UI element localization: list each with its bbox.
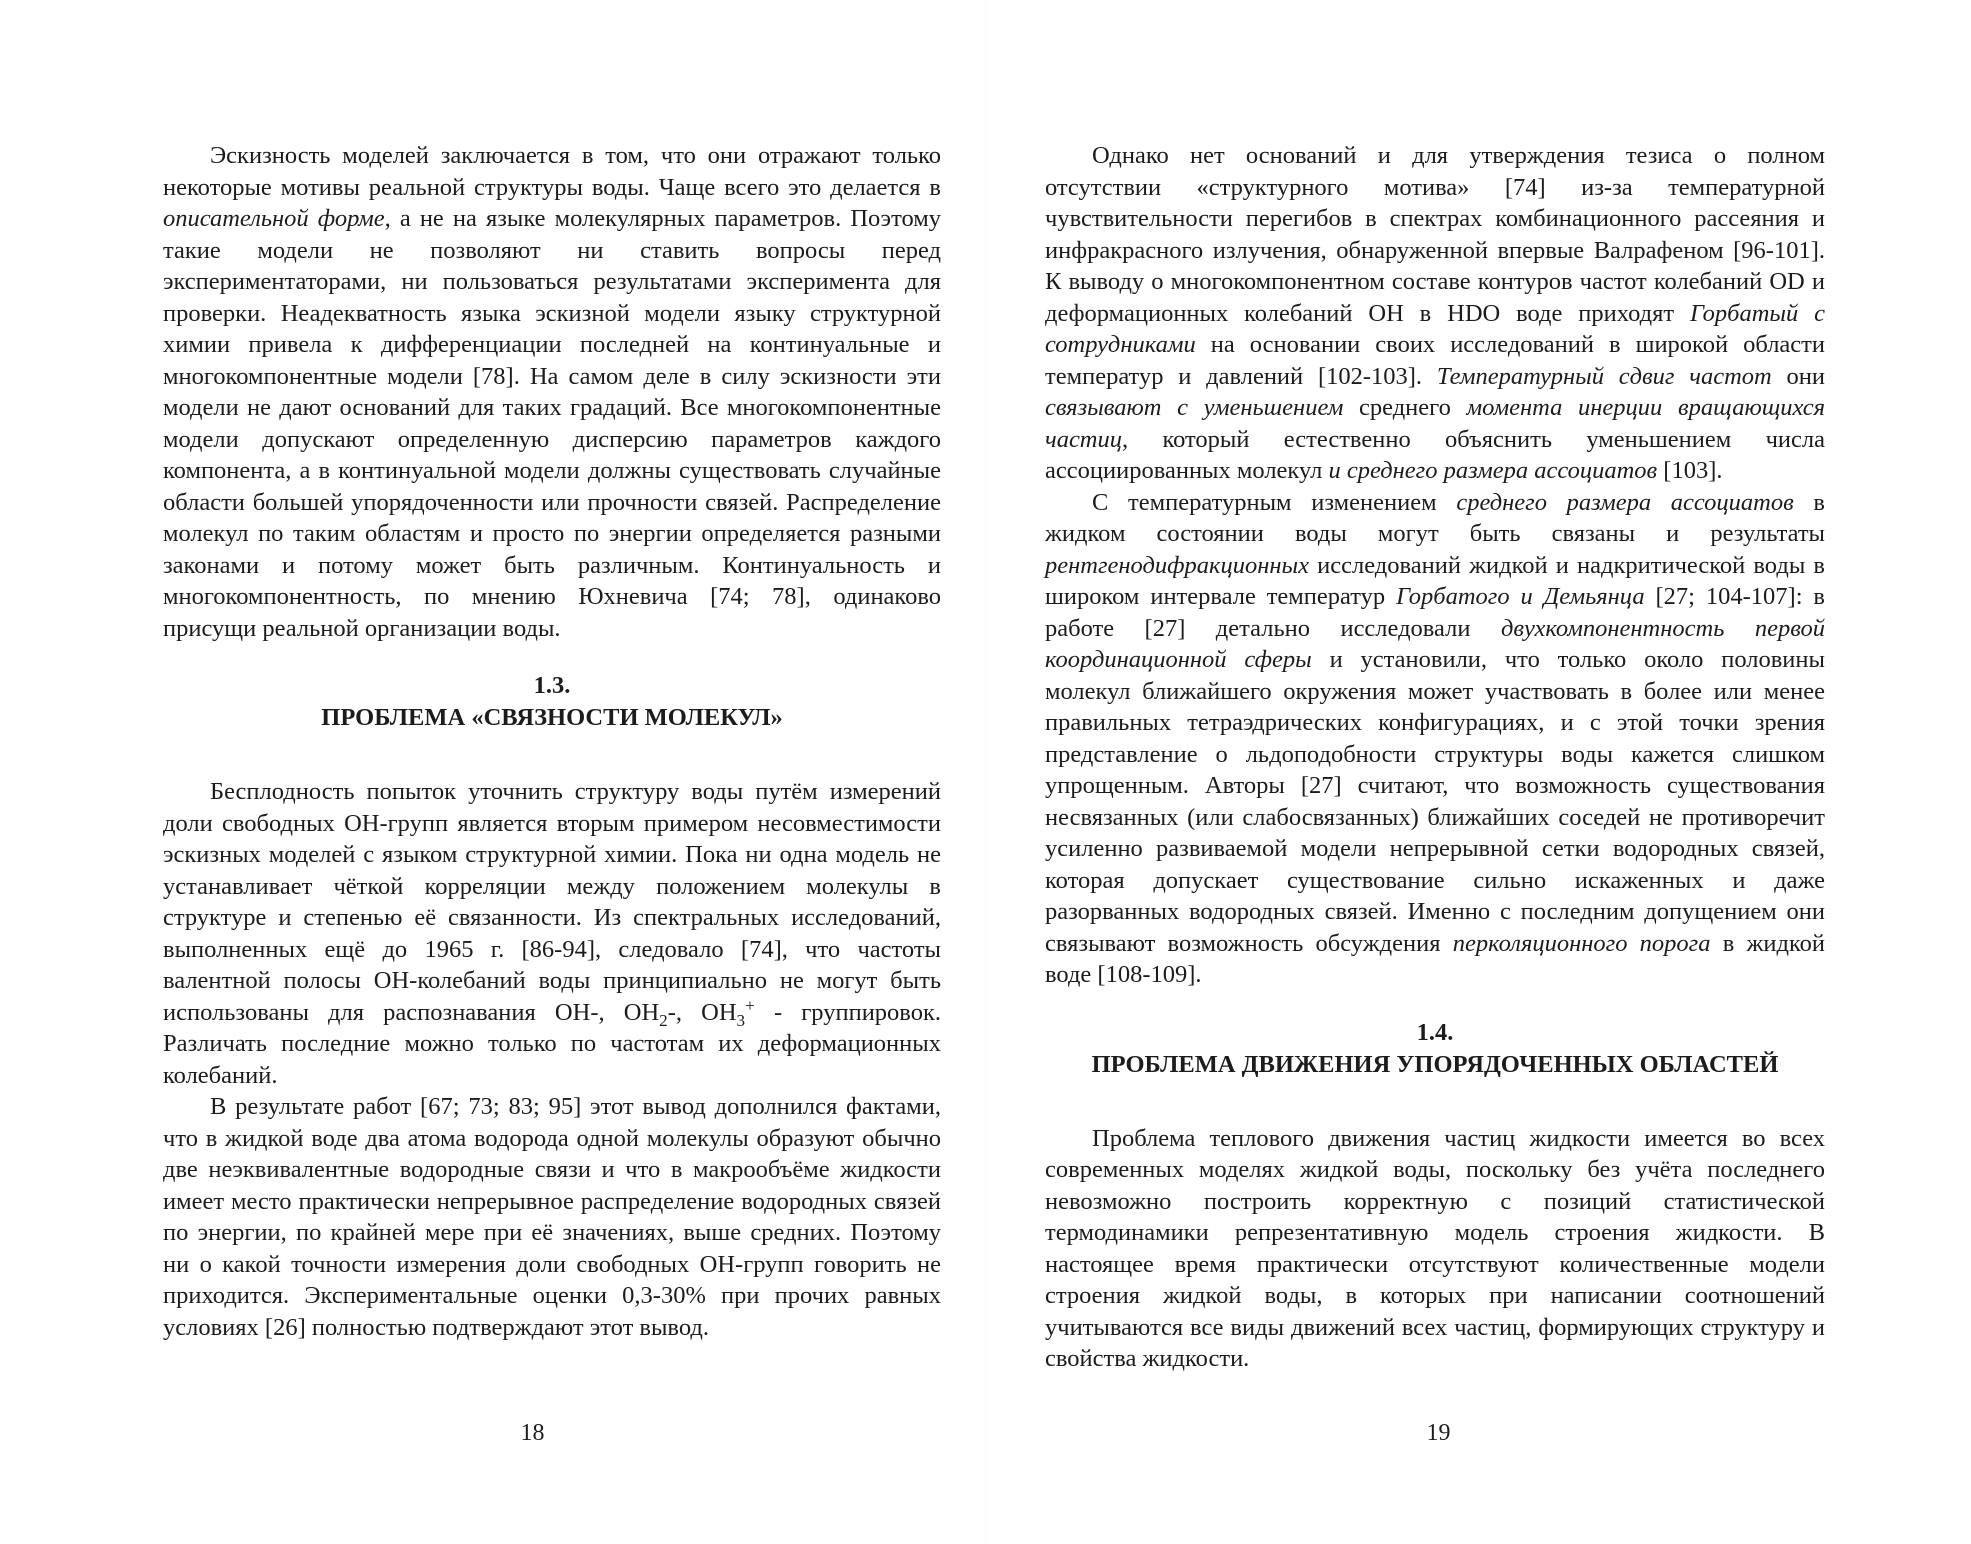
section-number: 1.3. [533,672,571,699]
page-number: 18 [520,1420,545,1446]
section-title: ПРОБЛЕМА ДВИЖЕНИЯ УПОРЯДОЧЕННЫХ ОБЛАСТЕЙ [1091,1050,1779,1078]
left-page-text [163,140,941,1343]
section-number: 1.4. [1416,1018,1454,1046]
paragraph-thermal-motion: Проблема теплового движения частиц жидкости имеется во всех современных моделях жидкой воды, поскольку без учёта последнего невозможно построить корректную с позиций статистической термодинамики репрезентативную модель строения жидкости. В настоящее время практически отсутствуют количественные модели строения жидкой воды, в которых при написании соотношений учитываются все виды движений всех частиц, формирующих структуру и свойства жидкости. [1045,1124,1825,1372]
section-title: ПРОБЛЕМА «СВЯЗНОСТИ МОЛЕКУЛ» [321,704,783,731]
section-heading-1-3 [163,670,941,734]
paragraph-oh-groups: Бесплодность попыток уточнить структуру воды путём измерений доли свободных ОН-групп является вторым примером несовместимости эскизных моделей с языком структурной химии. Пока ни одна модель не устанавливает чёткой корреляции между положением молекулы в структуре и степенью её связанности. Из спектральных исследований, выполненных ещё до 1965 г. [86-94], следовало [74], что частоты валентной полосы ОН-колебаний воды принципиально не могут быть использованы для распознавания ОН-, $ОН_2-$, $ОН_3^+$ - группировок. Различать последние можно только по частотам их деформационных колебаний. [163,778,941,1089]
section-heading-1-4 [1045,1017,1825,1081]
right-page-text [1045,140,1825,1375]
left-page [0,0,985,1544]
page-number: 19 [1426,1420,1451,1446]
paragraph-results: В результате работ [67; 73; 83; 95] этот вывод дополнился фактами, что в жидкой воде два атома водорода одной молекулы образуют обычно две неэквивалентные водородные связи и что в макрообъёме жидкости имеет место практически непрерывное распределение водородных связей по энергии, по крайней мере при её значениях, выше средних. Поэтому ни о какой точности измерения доли свободных ОН-групп говорить не приходится. Экспериментальные оценки 0,3-30% при прочих равных условиях [26] полностью подтверждают этот вывод. [163,1093,941,1341]
paragraph-temperature-change: С температурным изменением среднего размера ассоциатов в жидком состоянии воды могут быть связаны и результаты рентгенодифракционных исследований жидкой и надкритической воды в широком интервале температур Горбатого и Демьянца [27; 104-107]: в работе [27] детально исследовали двухкомпонентность первой координационной сферы и установили, что только около половины молекул ближайшего окружения может участвовать в более или менее правильных тетраэдрических конфигурациях, и с этой точки зрения представление о льдоподобности структуры воды кажется слишком упрощенным. Авторы [27] считают, что возможность существования несвязанных (или слабосвязанных) ближайших соседей не противоречит усиленно развиваемой модели непрерывной сетки водородных связей, которая допускает существование сильно искаженных и даже разорванных водородных связей. Именно с последним допущением они связывают возможность обсуждения перколяционного порога в жидкой воде [108-109]. [1045,488,1826,988]
paragraph-structural-motif: Однако нет оснований и для утверждения тезиса о полном отсутствии «структурного мотива» [74] из-за температурной чувствительности перегибов в спектрах комбинационного рассеяния и инфракрасного излучения, обнаруженной впервые Валрафеном [96-101]. К выводу о многокомпонентном составе контуров частот колебаний OD и деформационных колебаний ОН в HDO воде приходят Горбатый с сотрудниками на основании своих исследований в широкой области температур и давлений [102-103]. Температурный сдвиг частот они связывают с уменьшением среднего момента инерции вращающихся частиц, который естественно объяснить уменьшением числа ассоциированных молекул и среднего размера ассоциатов [103]. [1045,142,1825,484]
right-page [986,0,1971,1544]
paragraph-sketchiness: Эскизность моделей заключается в том, что они отражают только некоторые мотивы реальной структуры воды. Чаще всего это делается в описательной форме, а не на языке молекулярных параметров. Поэтому такие модели не позволяют ни ставить вопросы перед экспериментаторами, ни пользоваться результатами эксперимента для проверки. Неадекватность языка эскизной модели языку структурной химии привела к дифференциации последней на континуальные и многокомпонентные модели [78]. На самом деле в силу эскизности эти модели не дают оснований для таких градаций. Все многокомпонентные модели допускают определенную дисперсию параметров каждого компонента, а в континуальной модели должны существовать случайные области большей упорядоченности или прочности связей. Распределение молекул по таким областям и просто по энергии определяется разными законами и потому может быть различным. Континуальность и многокомпонентность, по мнению Юхневича [74; 78], одинаково присущи реальной организации воды. [163,142,941,642]
